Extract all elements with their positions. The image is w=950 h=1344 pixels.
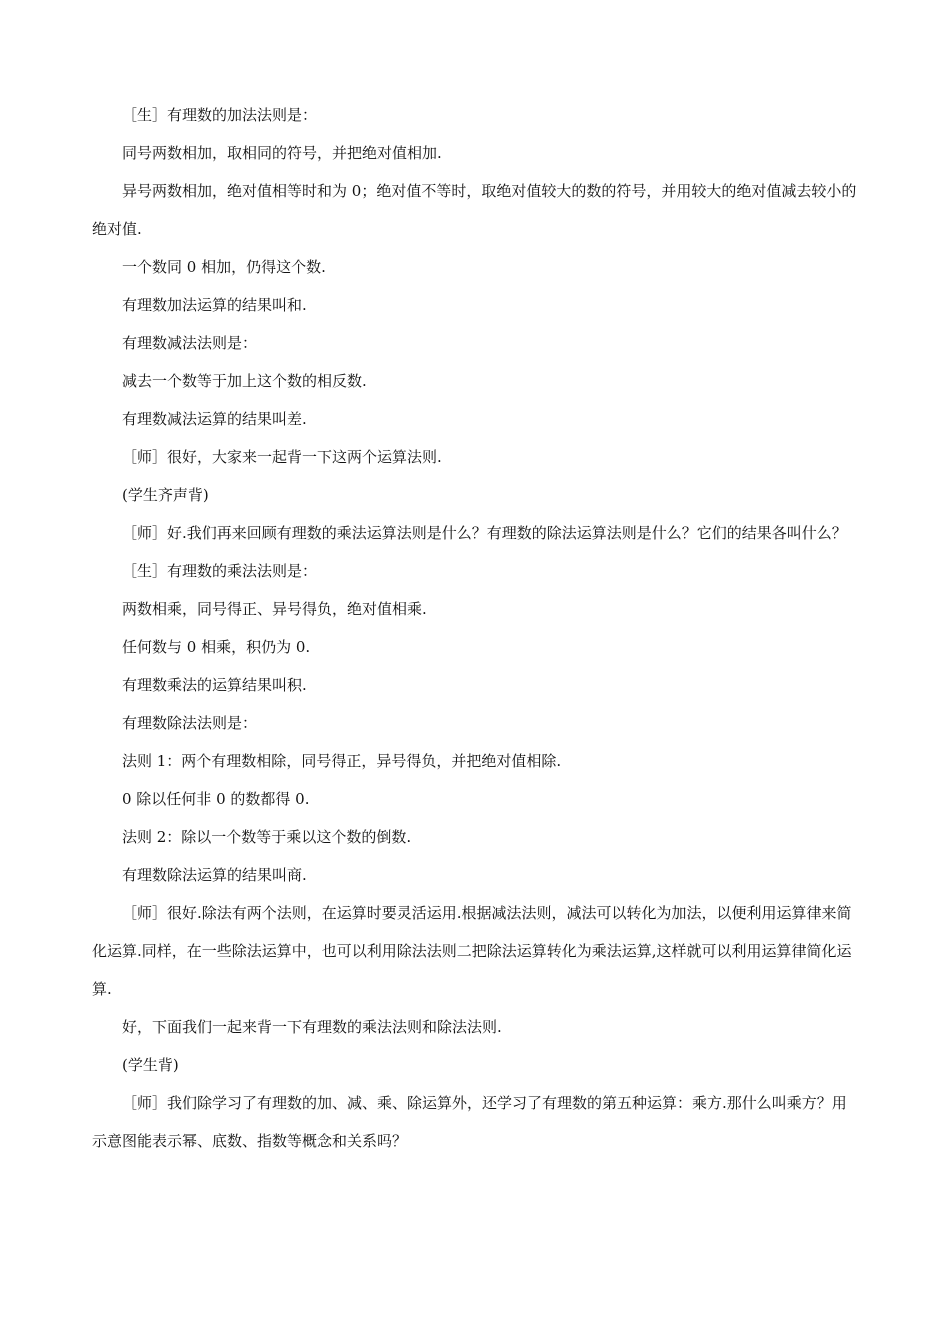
paragraph: 同号两数相加，取相同的符号，并把绝对值相加. [122, 144, 442, 162]
paragraph: 有理数除法法则是： [122, 714, 258, 732]
paragraph: 任何数与 0 相乘，积仍为 0. [122, 638, 311, 656]
paragraph: ［师］很好，大家来一起背一下这两个运算法则. [122, 448, 442, 466]
paragraph: ［生］有理数的乘法法则是： [122, 562, 318, 580]
paragraph: 有理数减法运算的结果叫差. [122, 410, 307, 428]
paragraph: 两数相乘，同号得正、异号得负，绝对值相乘. [122, 600, 427, 618]
paragraph: ［师］我们除学习了有理数的加、减、乘、除运算外，还学习了有理数的第五种运算：乘方.那什么叫乘方？用示意图能表示幂、底数、指数等概念和关系吗？ [92, 1094, 847, 1150]
paragraph: 有理数乘法的运算结果叫积. [122, 676, 307, 694]
paragraph: ［师］很好.除法有两个法则，在运算时要灵活运用.根据减法法则，减法可以转化为加法，以便利用运算律来简化运算.同样，在一些除法运算中，也可以利用除法法则二把除法运算转化为乘法运算,这样就可以利用运算律简化运算. [92, 904, 852, 998]
paragraph: ［师］好.我们再来回顾有理数的乘法运算法则是什么？有理数的除法运算法则是什么？它们的结果各叫什么？ [122, 524, 847, 542]
paragraph: 有理数除法运算的结果叫商. [122, 866, 307, 884]
paragraph: 0 除以任何非 0 的数都得 0. [122, 790, 310, 808]
paragraph: 异号两数相加，绝对值相等时和为 0；绝对值不等时，取绝对值较大的数的符号，并用较大的绝对值减去较小的绝对值. [92, 182, 857, 238]
paragraph: 有理数减法法则是： [122, 334, 258, 352]
paragraph: (学生齐声背) [122, 486, 209, 504]
paragraph: (学生背) [122, 1056, 179, 1074]
paragraph: 减去一个数等于加上这个数的相反数. [122, 372, 367, 390]
paragraph: 好，下面我们一起来背一下有理数的乘法法则和除法法则. [122, 1018, 502, 1036]
paragraph: 法则 1：两个有理数相除，同号得正，异号得负，并把绝对值相除. [122, 752, 562, 770]
paragraph: 法则 2：除以一个数等于乘以这个数的倒数. [122, 828, 412, 846]
paragraph: 有理数加法运算的结果叫和. [122, 296, 307, 314]
paragraph: ［生］有理数的加法法则是： [122, 106, 318, 124]
paragraph: 一个数同 0 相加，仍得这个数. [122, 258, 326, 276]
